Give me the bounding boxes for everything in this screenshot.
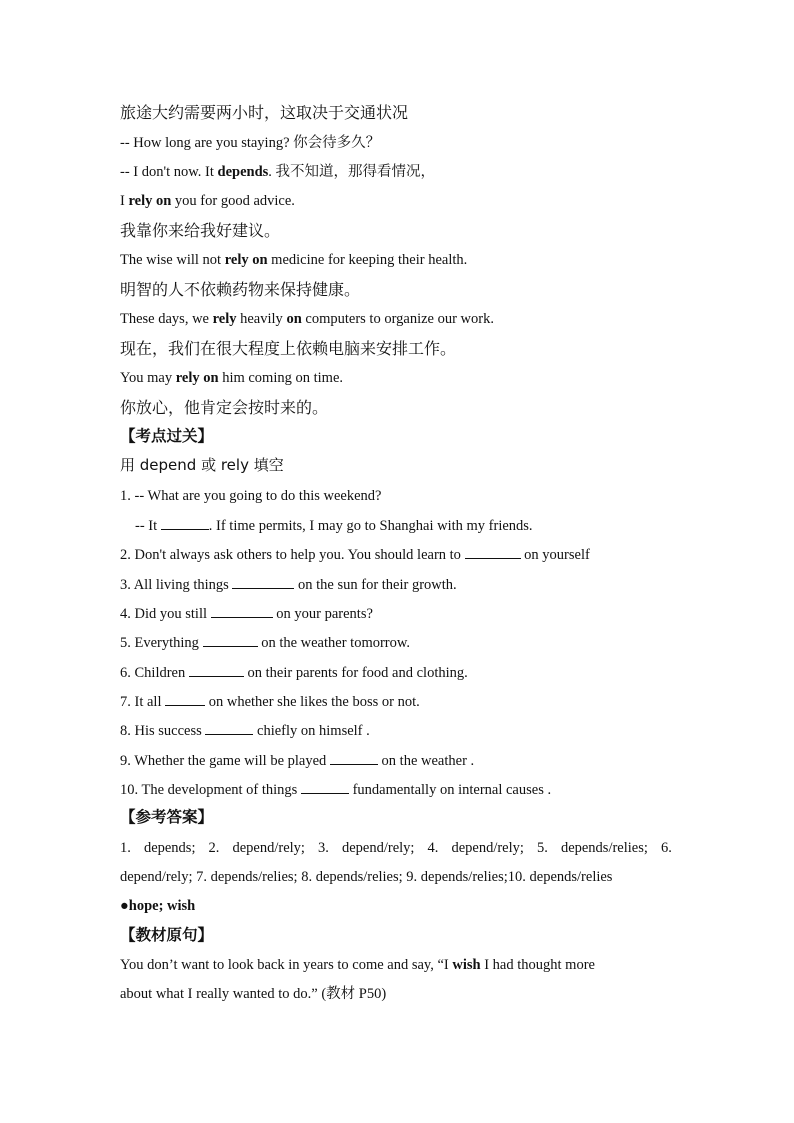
answer-token: depends/relies;	[560, 840, 648, 856]
keyword: wish	[452, 957, 481, 973]
keyword: rely on	[224, 252, 268, 268]
text: You may	[120, 370, 176, 386]
answer-line	[120, 841, 672, 856]
answer-blank[interactable]	[465, 547, 521, 559]
translation-line: 我靠你来给我好建议。	[120, 221, 281, 240]
answer-blank[interactable]	[161, 518, 209, 530]
section-heading: 【参考答案】	[120, 808, 214, 826]
example-line	[120, 312, 494, 327]
text: him coming on time.	[218, 370, 344, 386]
exercise-line	[120, 606, 373, 622]
text: chiefly on himself .	[253, 723, 370, 739]
exercise-line	[120, 782, 551, 798]
exercise-line	[120, 694, 420, 710]
answer-blank[interactable]	[189, 665, 244, 677]
text: 5. Everything	[120, 635, 203, 651]
text: -- It	[135, 518, 161, 534]
example-line: 旅途大约需要两小时，这取决于交通状况	[120, 103, 409, 122]
translation-line: 现在，我们在很大程度上依赖电脑来安排工作。	[120, 339, 457, 358]
exercise-line: 1. -- What are you going to do this weekend?	[120, 488, 382, 504]
text: medicine for keeping their health.	[267, 252, 468, 268]
textbook-line	[120, 958, 595, 973]
answer-blank[interactable]	[165, 694, 205, 706]
translation-line: 明智的人不依赖药物来保持健康。	[120, 280, 361, 299]
answer-token: depends;	[143, 840, 196, 856]
example-line	[120, 371, 343, 386]
answer-blank[interactable]	[301, 782, 349, 794]
text: 8. His success	[120, 723, 206, 739]
answer-blank[interactable]	[232, 577, 294, 589]
text: heavily	[236, 311, 287, 327]
example-line	[120, 253, 467, 268]
text: on whether she likes the boss or not.	[205, 694, 420, 710]
answer-blank[interactable]	[330, 753, 378, 765]
text: on their parents for food and clothing.	[243, 665, 468, 681]
answer-token: 2.	[208, 840, 220, 856]
example-line	[120, 136, 380, 151]
text: The wise will not	[120, 252, 225, 268]
text: -- How long are you staying? 你会待多久？	[120, 135, 381, 151]
bullet-heading: ●hope; wish	[120, 898, 196, 914]
text: -- I don't now. It	[120, 164, 218, 180]
text: 7. It all	[120, 694, 166, 710]
answer-token: 3.	[318, 840, 329, 856]
text: 3. All living things	[120, 577, 233, 593]
textbook-line: about what I really wanted to do.” (教材 P50)	[120, 986, 387, 1002]
keyword: rely on	[128, 193, 172, 209]
answer-line: depend/rely; 7. depends/relies; 8. depends/relies; 9. depends/relies;10. depends/relies	[120, 869, 613, 885]
keyword: rely	[212, 311, 237, 327]
text: These days, we	[120, 311, 213, 327]
answer-token: depend/rely;	[341, 840, 415, 856]
section-heading: 【考点过关】	[120, 427, 214, 445]
keyword: on	[286, 311, 302, 327]
answer-blank[interactable]	[205, 723, 253, 735]
text: I	[120, 193, 129, 209]
example-line	[120, 165, 435, 180]
text: 4. Did you still	[120, 606, 211, 622]
text: on your parents?	[272, 606, 373, 622]
text: you for good advice.	[171, 193, 295, 209]
keyword: rely on	[175, 370, 219, 386]
text: . If time permits, I may go to Shanghai with my friends.	[208, 518, 533, 534]
exercise-line	[120, 547, 590, 563]
exercise-line	[120, 723, 370, 739]
keyword: depends	[217, 164, 269, 180]
example-line	[120, 194, 295, 209]
text: computers to organize our work.	[301, 311, 494, 327]
answer-token: 5.	[537, 840, 548, 856]
text: 10. The development of things	[120, 782, 301, 798]
text: 6. Children	[120, 665, 189, 681]
exercise-line	[120, 577, 457, 593]
text: You don’t want to look back in years to come and say, “I	[120, 957, 453, 973]
exercise-line	[120, 665, 468, 681]
answer-blank[interactable]	[203, 635, 258, 647]
section-heading: 【教材原句】	[120, 926, 214, 944]
text: . 我不知道，那得看情况，	[268, 164, 436, 180]
exercise-line	[135, 518, 533, 534]
exercise-line	[120, 635, 410, 651]
text: on the weather tomorrow.	[257, 635, 411, 651]
text: on the sun for their growth.	[294, 577, 457, 593]
text: 9. Whether the game will be played	[120, 753, 330, 769]
answer-token: 1.	[120, 840, 131, 856]
answer-token: depend/rely;	[232, 840, 305, 856]
text: on the weather .	[377, 753, 475, 769]
translation-line: 你放心，他肯定会按时来的。	[120, 398, 329, 417]
answer-token: 4.	[427, 840, 439, 856]
answer-token: 6.	[660, 840, 672, 856]
text: fundamentally on internal causes .	[348, 782, 552, 798]
instruction-line: 用 depend 或 rely 填空	[120, 456, 284, 474]
answer-blank[interactable]	[211, 606, 273, 618]
text: 2. Don't always ask others to help you. You should learn to	[120, 547, 465, 563]
exercise-line	[120, 753, 474, 769]
answer-token: depend/rely;	[451, 840, 524, 856]
text: I had thought more	[480, 957, 595, 973]
text: on yourself	[520, 547, 590, 563]
